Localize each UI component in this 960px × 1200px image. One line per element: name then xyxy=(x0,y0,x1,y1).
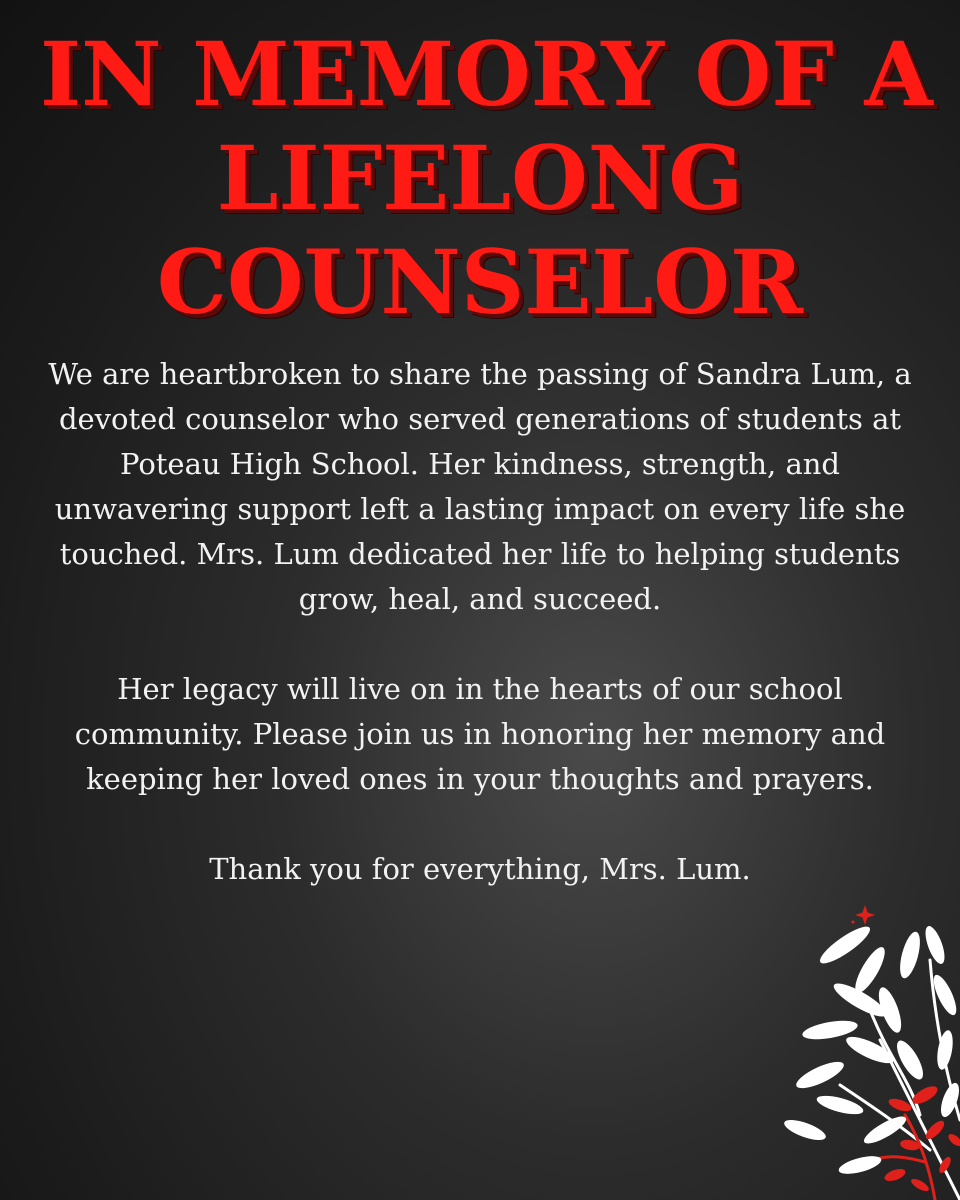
message-line: Her legacy will live on in the hearts of our school xyxy=(117,672,843,706)
message-line: unwavering support left a lasting impact on every life she xyxy=(54,492,906,526)
closing-line: Thank you for everything, Mrs. Lum. xyxy=(209,852,751,886)
message-paragraph-2 xyxy=(20,667,940,802)
message-line: community. Please join us in honoring her memory and xyxy=(74,717,886,751)
title-line-2: LIFELONG xyxy=(216,126,744,230)
title-line-1: IN MEMORY OF A xyxy=(40,22,933,126)
message-line: keeping her loved ones in your thoughts and prayers. xyxy=(86,762,874,796)
title-line-3: COUNSELOR xyxy=(156,230,804,334)
memorial-message xyxy=(20,352,940,892)
message-closing xyxy=(20,847,940,892)
message-line: Poteau High School. Her kindness, strength, and xyxy=(119,447,840,481)
message-line: touched. Mrs. Lum dedicated her life to helping students xyxy=(59,537,901,571)
message-paragraph-1 xyxy=(20,352,940,622)
sparkle-icon xyxy=(852,905,876,925)
leafy-branch-icon xyxy=(760,900,960,1200)
message-line: devoted counselor who served generations of students at xyxy=(58,402,902,436)
message-line: grow, heal, and succeed. xyxy=(298,582,662,616)
message-line: We are heartbroken to share the passing of Sandra Lum, a xyxy=(48,357,912,391)
page-title xyxy=(40,22,933,334)
